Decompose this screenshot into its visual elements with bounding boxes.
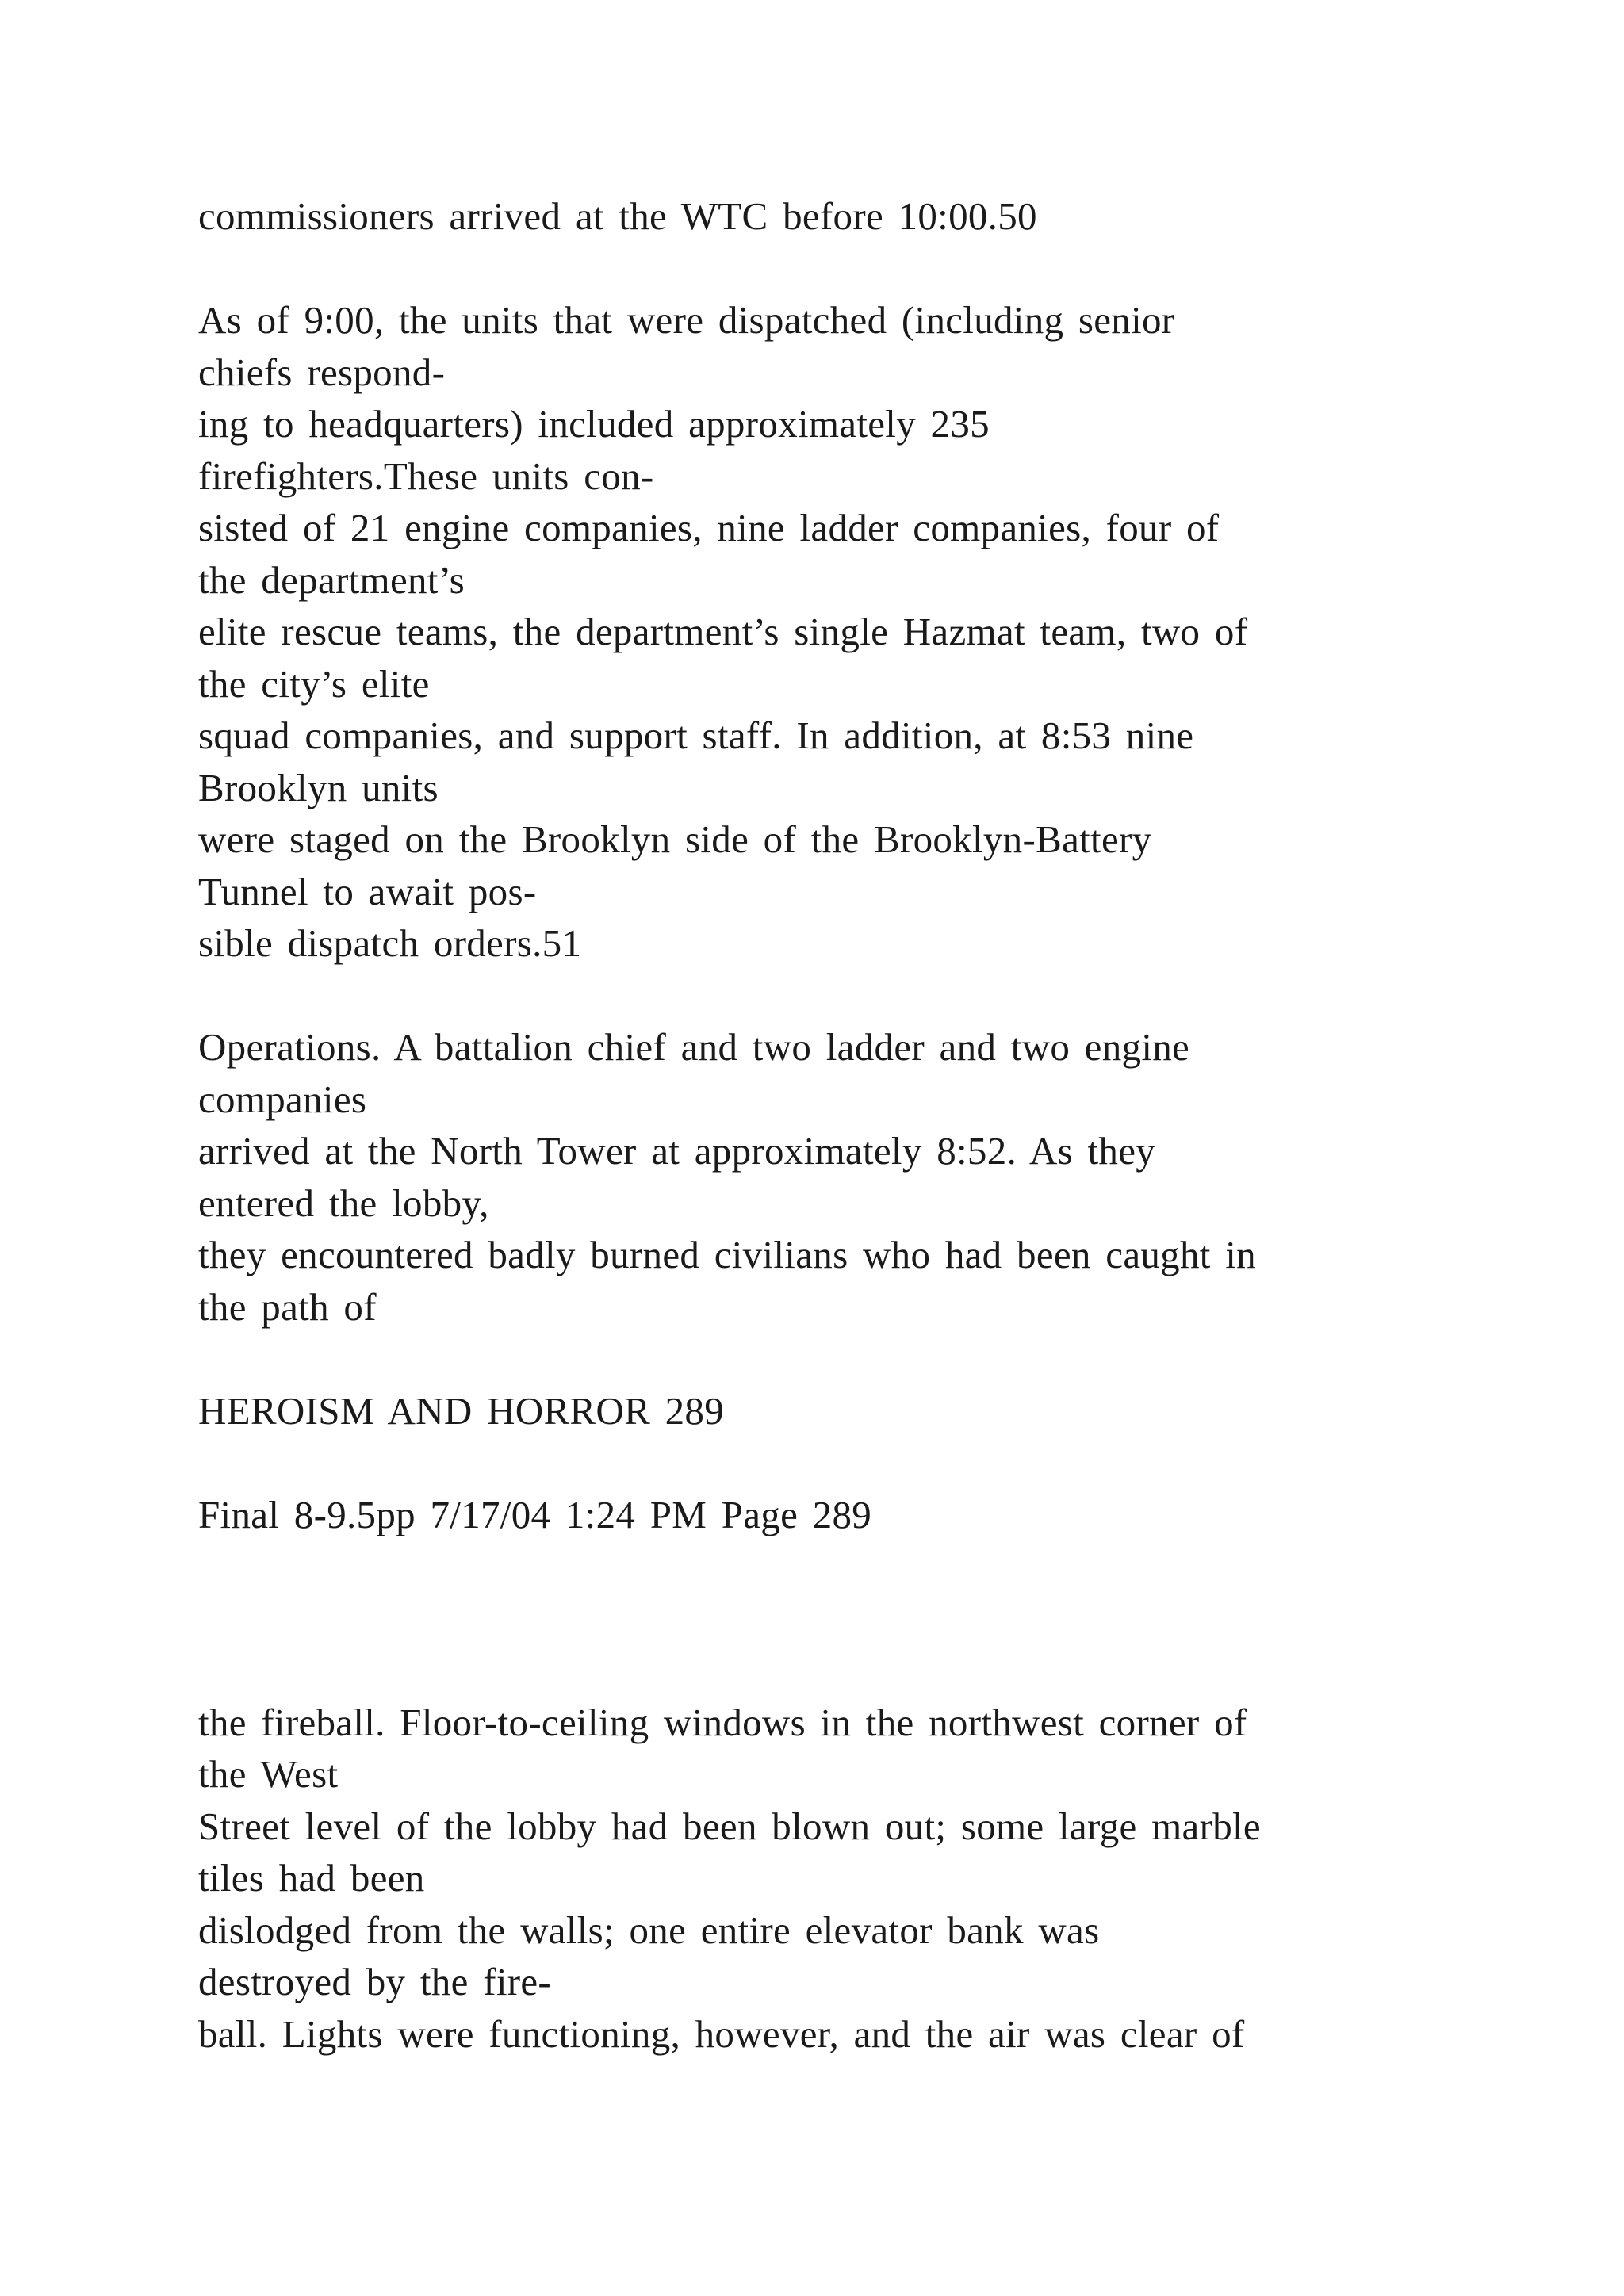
text-line: Street level of the lobby had been blown out; some large marble xyxy=(198,1804,1261,1848)
text-line: companies xyxy=(198,1077,367,1121)
document-page xyxy=(198,190,1483,2060)
text-line: the city’s elite xyxy=(198,661,430,706)
text-line: As of 9:00, the units that were dispatched (including senior xyxy=(198,298,1175,342)
text-line: the fireball. Floor-to-ceiling windows in the northwest corner of xyxy=(198,1700,1247,1744)
text-line: dislodged from the walls; one entire elevator bank was xyxy=(198,1908,1100,1952)
text-line: squad companies, and support staff. In addition, at 8:53 nine xyxy=(198,714,1194,757)
paragraph-commissioners xyxy=(198,190,1483,243)
text-line: were staged on the Brooklyn side of the Brooklyn-Battery xyxy=(198,817,1152,861)
text-line: Operations. A battalion chief and two ladder and two engine xyxy=(198,1025,1190,1069)
text-line: entered the lobby, xyxy=(198,1181,489,1225)
text-line: the department’s xyxy=(198,557,465,602)
text-line: tiles had been xyxy=(198,1856,425,1900)
text-line: Brooklyn units xyxy=(198,765,439,809)
text-line: ball. Lights were functioning, however, and the air was clear of xyxy=(198,2011,1245,2056)
text-line: commissioners arrived at the WTC before 10:00.50 xyxy=(198,194,1037,238)
text-line: Tunnel to await pos- xyxy=(198,869,537,913)
running-footer: HEROISM AND HORROR 289 xyxy=(198,1388,725,1433)
text-line: they encountered badly burned civilians who had been caught in xyxy=(198,1233,1256,1276)
paragraph-units-dispatched xyxy=(198,294,1483,970)
text-line: sible dispatch orders.51 xyxy=(198,921,582,965)
text-line: elite rescue teams, the department’s single Hazmat team, two of xyxy=(198,610,1248,653)
text-line: ing to headquarters) included approximately 235 xyxy=(198,402,990,446)
text-line: destroyed by the fire- xyxy=(198,1960,552,2003)
text-line: the West xyxy=(198,1752,339,1796)
print-info-line: Final 8-9.5pp 7/17/04 1:24 PM Page 289 xyxy=(198,1492,872,1536)
text-line: arrived at the North Tower at approximately 8:52. As they xyxy=(198,1129,1156,1173)
paragraph-fireball xyxy=(198,1697,1483,2061)
paragraph-operations xyxy=(198,1021,1483,1333)
text-line: chiefs respond- xyxy=(198,350,446,394)
text-line: the path of xyxy=(198,1284,377,1329)
text-line: firefighters.These units con- xyxy=(198,453,654,498)
text-line: sisted of 21 engine companies, nine ladder companies, four of xyxy=(198,506,1220,549)
